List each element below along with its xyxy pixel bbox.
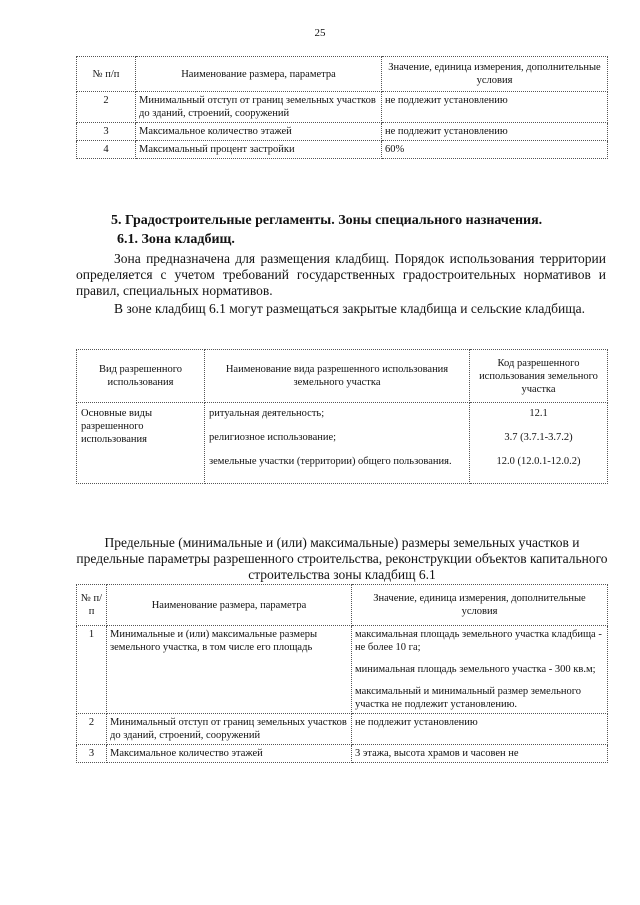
row-value: максимальная площадь земельного участка кладбища - не более 10 га;: [355, 629, 602, 653]
limits-title: Предельные (минимальные и (или) максимальные) размеры земельных участков и предельные параметры разрешенного строительства, реконструкции объектов капитального строительства зоны кладбищ 6.1: [76, 535, 608, 582]
row-num: 1: [77, 626, 107, 714]
row-name: Максимальное количество этажей: [107, 745, 352, 763]
table-row: [77, 745, 608, 763]
row-values-cell: [352, 626, 608, 714]
row-num: 2: [77, 714, 107, 745]
use-code: 12.0 (12.0.1-12.0.2): [496, 456, 581, 467]
row-name: Минимальные и (или) максимальные размеры земельного участка, в том числе его площадь: [107, 626, 352, 714]
use-name: земельные участки (территории) общего пользования.: [209, 456, 452, 467]
section-heading: 5. Градостроительные регламенты. Зоны специального назначения.: [111, 213, 543, 228]
use-name: религиозное использование;: [209, 432, 337, 443]
header-num: № п/п: [77, 585, 107, 626]
row-value: не подлежит установлению: [352, 714, 608, 745]
allowed-cemeteries-paragraph: В зоне кладбищ 6.1 могут размещаться закрытые кладбища и сельские кладбища.: [114, 301, 586, 316]
header-num: № п/п: [77, 57, 136, 92]
row-value: максимальный и минимальный размер земельного участка не подлежит установлению.: [355, 686, 582, 710]
parameters-table-top: [76, 56, 608, 159]
header-name: Наименование размера, параметра: [107, 585, 352, 626]
row-num: 3: [77, 123, 136, 141]
table-row: [77, 92, 608, 123]
use-names-cell: [205, 403, 470, 484]
row-num: 4: [77, 141, 136, 159]
use-kind: Основные виды разрешенного использования: [77, 403, 205, 484]
page-number: 25: [314, 27, 326, 39]
table-header-row: [77, 350, 608, 403]
limits-table: [76, 584, 608, 763]
header-name: Наименование размера, параметра: [136, 57, 382, 92]
row-name: Максимальный процент застройки: [136, 141, 382, 159]
row-value: 3 этажа, высота храмов и часовен не: [352, 745, 608, 763]
use-code: 12.1: [529, 408, 548, 419]
row-num: 2: [77, 92, 136, 123]
zone-heading: 6.1. Зона кладбищ.: [117, 232, 235, 247]
row-name: Минимальный отступ от границ земельных участков до зданий, строений, сооружений: [136, 92, 382, 123]
header-use-name: Наименование вида разрешенного использования земельного участка: [205, 350, 470, 403]
table-header-row: [77, 57, 608, 92]
permitted-use-table: [76, 349, 608, 484]
row-value: минимальная площадь земельного участка - 300 кв.м;: [355, 664, 596, 675]
header-value: Значение, единица измерения, дополнительные условия: [352, 585, 608, 626]
zone-description-paragraph: Зона предназначена для размещения кладбищ. Порядок использования территории определяется с учетом требований государственных градостроительных нормативов и правил, специальных нормативов.: [76, 251, 606, 298]
row-name: Минимальный отступ от границ земельных участков до зданий, строений, сооружений: [107, 714, 352, 745]
table-row: [77, 403, 608, 484]
row-value: 60%: [382, 141, 608, 159]
use-code: 3.7 (3.7.1-3.7.2): [504, 432, 573, 443]
table-row: [77, 626, 608, 714]
table-row: [77, 714, 608, 745]
header-value: Значение, единица измерения, дополнительные условия: [382, 57, 608, 92]
row-name: Максимальное количество этажей: [136, 123, 382, 141]
table-row: [77, 141, 608, 159]
use-codes-cell: [470, 403, 608, 484]
row-num: 3: [77, 745, 107, 763]
table-header-row: [77, 585, 608, 626]
header-use-kind: Вид разрешенного использования: [77, 350, 205, 403]
use-name: ритуальная деятельность;: [209, 408, 325, 419]
row-value: не подлежит установлению: [382, 92, 608, 123]
row-value: не подлежит установлению: [382, 123, 608, 141]
table-row: [77, 123, 608, 141]
header-use-code: Код разрешенного использования земельного участка: [470, 350, 608, 403]
